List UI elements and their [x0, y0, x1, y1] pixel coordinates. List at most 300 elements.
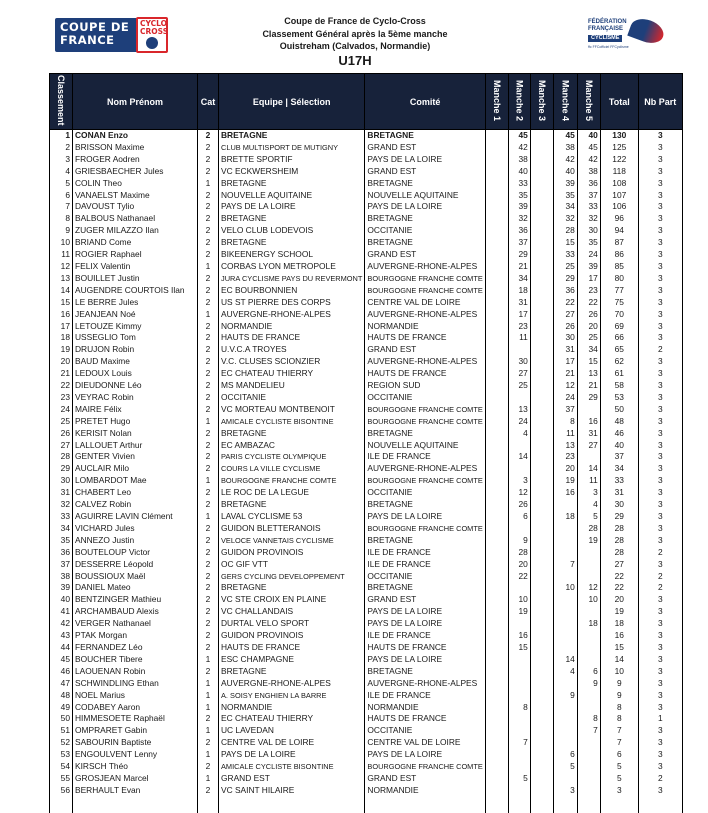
cell-manche2: 29: [508, 249, 530, 261]
cell-manche3: [530, 178, 553, 190]
cell-manche2: [508, 344, 530, 356]
cell-manche3: [530, 511, 553, 523]
cell-manche1: [485, 201, 508, 213]
cell-total: 5: [600, 773, 638, 785]
cell-team: NORMANDIE: [219, 702, 365, 714]
cell-manche1: [485, 690, 508, 702]
cell-rank: 54: [50, 761, 73, 773]
cell-manche3: [530, 606, 553, 618]
cell-rank: 17: [50, 321, 73, 333]
cell-manche1: [485, 368, 508, 380]
cell-manche1: [485, 273, 508, 285]
table-row: [50, 166, 683, 178]
cell-rank: 15: [50, 297, 73, 309]
cell-comite: GRAND EST: [365, 344, 485, 356]
cell-manche2: 24: [508, 416, 530, 428]
cell-total: 3: [600, 785, 638, 797]
cell-nb-part: 3: [638, 237, 682, 249]
cell-name: SABOURIN Baptiste: [73, 737, 198, 749]
cell-team: GUIDON PROVINOIS: [219, 630, 365, 642]
cell-manche5: [577, 547, 600, 559]
cell-total: 27: [600, 559, 638, 571]
cell-team: UC LAVEDAN: [219, 725, 365, 737]
title-line3: Ouistreham (Calvados, Normandie): [279, 41, 431, 51]
cell-manche3: [530, 451, 553, 463]
cell-manche1: [485, 142, 508, 154]
cell-manche4: 39: [553, 178, 577, 190]
cell-team: AMICALE CYCLISTE BISONTINE: [219, 761, 365, 773]
cell-manche5: 39: [577, 261, 600, 273]
cell-total: 19: [600, 606, 638, 618]
cell-manche1: [485, 285, 508, 297]
cell-name: FROGER Aodren: [73, 154, 198, 166]
cell-comite: AUVERGNE-RHONE-ALPES: [365, 309, 485, 321]
cell-nb-part: 2: [638, 571, 682, 583]
table-row: [50, 213, 683, 225]
cell-cat: 2: [198, 297, 219, 309]
cell-nb-part: 3: [638, 142, 682, 154]
cell-nb-part: 3: [638, 356, 682, 368]
cell-cat: 2: [198, 606, 219, 618]
cell-manche5: 24: [577, 249, 600, 261]
cell-nb-part: 3: [638, 523, 682, 535]
cell-manche5: 5: [577, 511, 600, 523]
cell-manche2: 27: [508, 368, 530, 380]
cell-manche5: 9: [577, 678, 600, 690]
table-row: [50, 309, 683, 321]
cell-cat: 2: [198, 487, 219, 499]
cell-manche2: 10: [508, 594, 530, 606]
cell-name: AUCLAIR Milo: [73, 463, 198, 475]
cell-nb-part: 3: [638, 225, 682, 237]
cell-cat: 2: [198, 130, 219, 142]
cell-name: CODABEY Aaron: [73, 702, 198, 714]
cell-name: NOEL Marius: [73, 690, 198, 702]
table-row: [50, 725, 683, 737]
cell-nb-part: 3: [638, 499, 682, 511]
cell-name: BENTZINGER Mathieu: [73, 594, 198, 606]
cell-rank: 35: [50, 535, 73, 547]
table-row: [50, 451, 683, 463]
cell-comite: OCCITANIE: [365, 225, 485, 237]
table-row: [50, 285, 683, 297]
cell-team: VC ECKWERSHEIM: [219, 166, 365, 178]
cell-comite: BRETAGNE: [365, 582, 485, 594]
cell-name: CONAN Enzo: [73, 130, 198, 142]
cell-name: DESSERRE Léopold: [73, 559, 198, 571]
cell-name: DIEUDONNE Léo: [73, 380, 198, 392]
cell-manche3: [530, 344, 553, 356]
cell-total: 9: [600, 690, 638, 702]
cell-manche1: [485, 725, 508, 737]
cell-manche1: [485, 392, 508, 404]
cell-manche3: [530, 761, 553, 773]
table-row: [50, 249, 683, 261]
col-header-total: Total: [600, 74, 638, 130]
cell-rank: 25: [50, 416, 73, 428]
cell-total: 8: [600, 713, 638, 725]
cell-rank: 12: [50, 261, 73, 273]
cell-nb-part: 3: [638, 761, 682, 773]
cell-cat: 1: [198, 475, 219, 487]
cell-manche4: 22: [553, 297, 577, 309]
cell-team: A. SOISY ENGHIEN LA BARRE: [219, 690, 365, 702]
cell-manche2: [508, 654, 530, 666]
cell-team: BRETAGNE: [219, 582, 365, 594]
cell-cat: 2: [198, 201, 219, 213]
col-header-equipe: Equipe | Sélection: [219, 74, 365, 130]
cell-manche3: [530, 332, 553, 344]
cell-total: 6: [600, 749, 638, 761]
cell-manche3: [530, 702, 553, 714]
cell-name: SCHWINDLING Ethan: [73, 678, 198, 690]
cell-manche1: [485, 380, 508, 392]
cell-manche5: [577, 749, 600, 761]
cell-total: 87: [600, 237, 638, 249]
ffc-line2: FRANÇAISE: [588, 26, 624, 32]
cell-manche5: 38: [577, 166, 600, 178]
cell-manche3: [530, 559, 553, 571]
cell-comite: BOURGOGNE FRANCHE COMTE: [365, 523, 485, 535]
cell-manche1: [485, 451, 508, 463]
cell-comite: CENTRE VAL DE LOIRE: [365, 737, 485, 749]
cell-rank: 45: [50, 654, 73, 666]
cell-rank: 41: [50, 606, 73, 618]
cell-manche5: 22: [577, 297, 600, 309]
cell-manche4: [553, 737, 577, 749]
cell-manche2: 38: [508, 154, 530, 166]
cell-manche5: 11: [577, 475, 600, 487]
cell-comite: HAUTS DE FRANCE: [365, 368, 485, 380]
cell-manche1: [485, 606, 508, 618]
cell-name: VERGER Nathanael: [73, 618, 198, 630]
cell-comite: HAUTS DE FRANCE: [365, 713, 485, 725]
cell-total: 34: [600, 463, 638, 475]
cell-manche1: [485, 666, 508, 678]
cell-team: VC SAINT HILAIRE: [219, 785, 365, 797]
cell-nb-part: 3: [638, 178, 682, 190]
cell-nb-part: 3: [638, 154, 682, 166]
cell-manche5: 21: [577, 380, 600, 392]
cell-team: OC GIF VTT: [219, 559, 365, 571]
cell-team: EC CHATEAU THIERRY: [219, 713, 365, 725]
cell-total: 66: [600, 332, 638, 344]
cell-manche2: 25: [508, 380, 530, 392]
cell-name: BRISSON Maxime: [73, 142, 198, 154]
cell-name: PRETET Hugo: [73, 416, 198, 428]
cell-cat: 2: [198, 237, 219, 249]
cell-manche4: 4: [553, 666, 577, 678]
cell-cat: 2: [198, 523, 219, 535]
col-header-nb-part: Nb Part: [638, 74, 682, 130]
cell-manche1: [485, 404, 508, 416]
cell-comite: GRAND EST: [365, 773, 485, 785]
cell-cat: 1: [198, 416, 219, 428]
cell-manche1: [485, 559, 508, 571]
cell-cat: 2: [198, 356, 219, 368]
cell-manche1: [485, 332, 508, 344]
cell-manche4: [553, 713, 577, 725]
cell-rank: 19: [50, 344, 73, 356]
cell-manche2: 39: [508, 201, 530, 213]
cell-manche5: 19: [577, 535, 600, 547]
cell-manche5: 6: [577, 666, 600, 678]
cell-comite: BRETAGNE: [365, 130, 485, 142]
cell-manche5: 14: [577, 463, 600, 475]
cell-manche3: [530, 142, 553, 154]
cell-manche4: 29: [553, 273, 577, 285]
cell-manche5: 8: [577, 713, 600, 725]
cell-rank: 10: [50, 237, 73, 249]
cell-total: 5: [600, 761, 638, 773]
cell-manche2: [508, 463, 530, 475]
cell-manche4: 27: [553, 309, 577, 321]
cell-comite: AUVERGNE-RHONE-ALPES: [365, 261, 485, 273]
cell-manche4: [553, 547, 577, 559]
cell-manche4: [553, 702, 577, 714]
cell-manche2: 5: [508, 773, 530, 785]
cell-manche1: [485, 190, 508, 202]
cell-rank: 42: [50, 618, 73, 630]
cell-manche4: 3: [553, 785, 577, 797]
ffc-swoosh-icon: [627, 15, 666, 47]
cell-manche1: [485, 237, 508, 249]
cell-team: LAVAL CYCLISME 53: [219, 511, 365, 523]
cell-team: DURTAL VELO SPORT: [219, 618, 365, 630]
cell-manche3: [530, 571, 553, 583]
cell-rank: 43: [50, 630, 73, 642]
cell-nb-part: 3: [638, 642, 682, 654]
cell-manche4: 26: [553, 321, 577, 333]
cell-manche5: 10: [577, 594, 600, 606]
cell-name: CHABERT Leo: [73, 487, 198, 499]
cell-manche2: 18: [508, 285, 530, 297]
cell-manche5: 13: [577, 368, 600, 380]
col-header-classement: Classement: [50, 74, 73, 130]
cell-rank: 37: [50, 559, 73, 571]
cell-manche4: [553, 499, 577, 511]
cell-manche3: [530, 309, 553, 321]
cell-manche3: [530, 380, 553, 392]
cell-manche5: 34: [577, 344, 600, 356]
cell-manche3: [530, 690, 553, 702]
table-row: [50, 225, 683, 237]
cell-team: U.V.C.A TROYES: [219, 344, 365, 356]
cell-manche1: [485, 416, 508, 428]
cell-rank: 24: [50, 404, 73, 416]
cell-manche3: [530, 392, 553, 404]
cell-manche4: [553, 678, 577, 690]
cell-comite: GRAND EST: [365, 249, 485, 261]
cell-cat: 2: [198, 428, 219, 440]
cell-manche5: 40: [577, 130, 600, 142]
cell-comite: ILE DE FRANCE: [365, 451, 485, 463]
cell-team: PARIS CYCLISTE OLYMPIQUE: [219, 451, 365, 463]
cell-manche3: [530, 535, 553, 547]
cell-manche4: 7: [553, 559, 577, 571]
table-row: [50, 487, 683, 499]
cell-manche2: 40: [508, 166, 530, 178]
cell-team: BRETTE SPORTIF: [219, 154, 365, 166]
cell-manche1: [485, 321, 508, 333]
cell-nb-part: 2: [638, 547, 682, 559]
cell-manche4: [553, 773, 577, 785]
cell-name: ANNEZO Justin: [73, 535, 198, 547]
cell-team: PAYS DE LA LOIRE: [219, 201, 365, 213]
cell-manche1: [485, 261, 508, 273]
cell-total: 8: [600, 702, 638, 714]
cell-nb-part: 3: [638, 749, 682, 761]
cell-manche5: 4: [577, 499, 600, 511]
cell-manche2: 11: [508, 332, 530, 344]
cell-manche4: [553, 606, 577, 618]
cell-cat: 2: [198, 166, 219, 178]
cell-manche3: [530, 213, 553, 225]
table-row: [50, 511, 683, 523]
cell-manche1: [485, 582, 508, 594]
cell-name: FELIX Valentin: [73, 261, 198, 273]
cell-total: 75: [600, 297, 638, 309]
cell-team: PAYS DE LA LOIRE: [219, 749, 365, 761]
cell-cat: 2: [198, 535, 219, 547]
cell-manche1: [485, 178, 508, 190]
cell-comite: BRETAGNE: [365, 499, 485, 511]
cell-team: BRETAGNE: [219, 130, 365, 142]
cell-rank: 3: [50, 154, 73, 166]
cell-name: GENTER Vivien: [73, 451, 198, 463]
cell-manche2: [508, 761, 530, 773]
cell-rank: 51: [50, 725, 73, 737]
cell-rank: 2: [50, 142, 73, 154]
cell-team: AMICALE CYCLISTE BISONTINE: [219, 416, 365, 428]
cell-nb-part: 2: [638, 582, 682, 594]
cell-name: BOUCHER Tibere: [73, 654, 198, 666]
cell-manche5: 18: [577, 618, 600, 630]
cell-cat: 2: [198, 737, 219, 749]
cell-team: MS MANDELIEU: [219, 380, 365, 392]
cell-total: 85: [600, 261, 638, 273]
cell-nb-part: 3: [638, 559, 682, 571]
cell-name: ENGOULVENT Lenny: [73, 749, 198, 761]
cell-comite: BOURGOGNE FRANCHE COMTE: [365, 761, 485, 773]
cell-manche5: 3: [577, 487, 600, 499]
cell-cat: 2: [198, 618, 219, 630]
cell-manche3: [530, 713, 553, 725]
cell-name: AUGENDRE COURTOIS Ilan: [73, 285, 198, 297]
cell-total: 69: [600, 321, 638, 333]
cell-comite: HAUTS DE FRANCE: [365, 642, 485, 654]
cell-manche2: 30: [508, 356, 530, 368]
cell-nb-part: 3: [638, 166, 682, 178]
cell-comite: CENTRE VAL DE LOIRE: [365, 297, 485, 309]
cell-cat: 2: [198, 571, 219, 583]
cell-manche2: [508, 785, 530, 797]
cell-total: 28: [600, 523, 638, 535]
cyclo-cross-badge-logo: [136, 17, 168, 53]
cell-total: 28: [600, 547, 638, 559]
cell-manche4: [553, 630, 577, 642]
cell-team: HAUTS DE FRANCE: [219, 642, 365, 654]
cell-cat: 1: [198, 511, 219, 523]
table-row: [50, 190, 683, 202]
cell-total: 125: [600, 142, 638, 154]
cell-manche2: 12: [508, 487, 530, 499]
cell-name: BOUSSIOUX Maël: [73, 571, 198, 583]
table-row: [50, 368, 683, 380]
cell-comite: NORMANDIE: [365, 321, 485, 333]
cell-cat: 2: [198, 404, 219, 416]
cell-name: USSEGLIO Tom: [73, 332, 198, 344]
cell-nb-part: 3: [638, 404, 682, 416]
cell-manche1: [485, 297, 508, 309]
cell-comite: AUVERGNE-RHONE-ALPES: [365, 678, 485, 690]
cell-rank: 11: [50, 249, 73, 261]
cell-rank: 26: [50, 428, 73, 440]
cell-comite: PAYS DE LA LOIRE: [365, 749, 485, 761]
table-row: [50, 594, 683, 606]
cell-total: 7: [600, 737, 638, 749]
cell-name: GROSJEAN Marcel: [73, 773, 198, 785]
cell-team: BRETAGNE: [219, 178, 365, 190]
cyclist-icon: [146, 37, 158, 49]
cell-manche3: [530, 654, 553, 666]
cell-name: BERHAULT Evan: [73, 785, 198, 797]
table-row: [50, 416, 683, 428]
col-header-nom: Nom Prénom: [73, 74, 198, 130]
cell-manche5: 7: [577, 725, 600, 737]
cell-manche4: 36: [553, 285, 577, 297]
table-row: [50, 356, 683, 368]
cell-manche4: 24: [553, 392, 577, 404]
cell-rank: 14: [50, 285, 73, 297]
cell-cat: 2: [198, 499, 219, 511]
table-row: [50, 606, 683, 618]
cell-name: ZUGER MILAZZO Ilan: [73, 225, 198, 237]
cell-total: 53: [600, 392, 638, 404]
cell-manche2: [508, 725, 530, 737]
cell-manche2: 42: [508, 142, 530, 154]
cell-manche5: [577, 571, 600, 583]
cell-manche5: 23: [577, 285, 600, 297]
cell-manche3: [530, 201, 553, 213]
cell-comite: BOURGOGNE FRANCHE COMTE: [365, 273, 485, 285]
cell-rank: 16: [50, 309, 73, 321]
cell-total: 18: [600, 618, 638, 630]
table-row: [50, 297, 683, 309]
cell-comite: BRETAGNE: [365, 213, 485, 225]
cell-manche3: [530, 582, 553, 594]
cell-manche5: [577, 737, 600, 749]
cell-manche2: 36: [508, 225, 530, 237]
cell-manche1: [485, 428, 508, 440]
cell-manche1: [485, 571, 508, 583]
cell-rank: 22: [50, 380, 73, 392]
cell-nb-part: 3: [638, 428, 682, 440]
cell-name: LOMBARDOT Mae: [73, 475, 198, 487]
cell-team: BRETAGNE: [219, 428, 365, 440]
cell-manche1: [485, 166, 508, 178]
cell-manche5: 33: [577, 201, 600, 213]
cell-total: 130: [600, 130, 638, 142]
cell-nb-part: 3: [638, 380, 682, 392]
table-row: [50, 261, 683, 273]
cell-manche4: 6: [553, 749, 577, 761]
cell-nb-part: 3: [638, 285, 682, 297]
cell-manche1: [485, 523, 508, 535]
cell-manche2: 20: [508, 559, 530, 571]
cell-manche4: 28: [553, 225, 577, 237]
table-row: [50, 154, 683, 166]
